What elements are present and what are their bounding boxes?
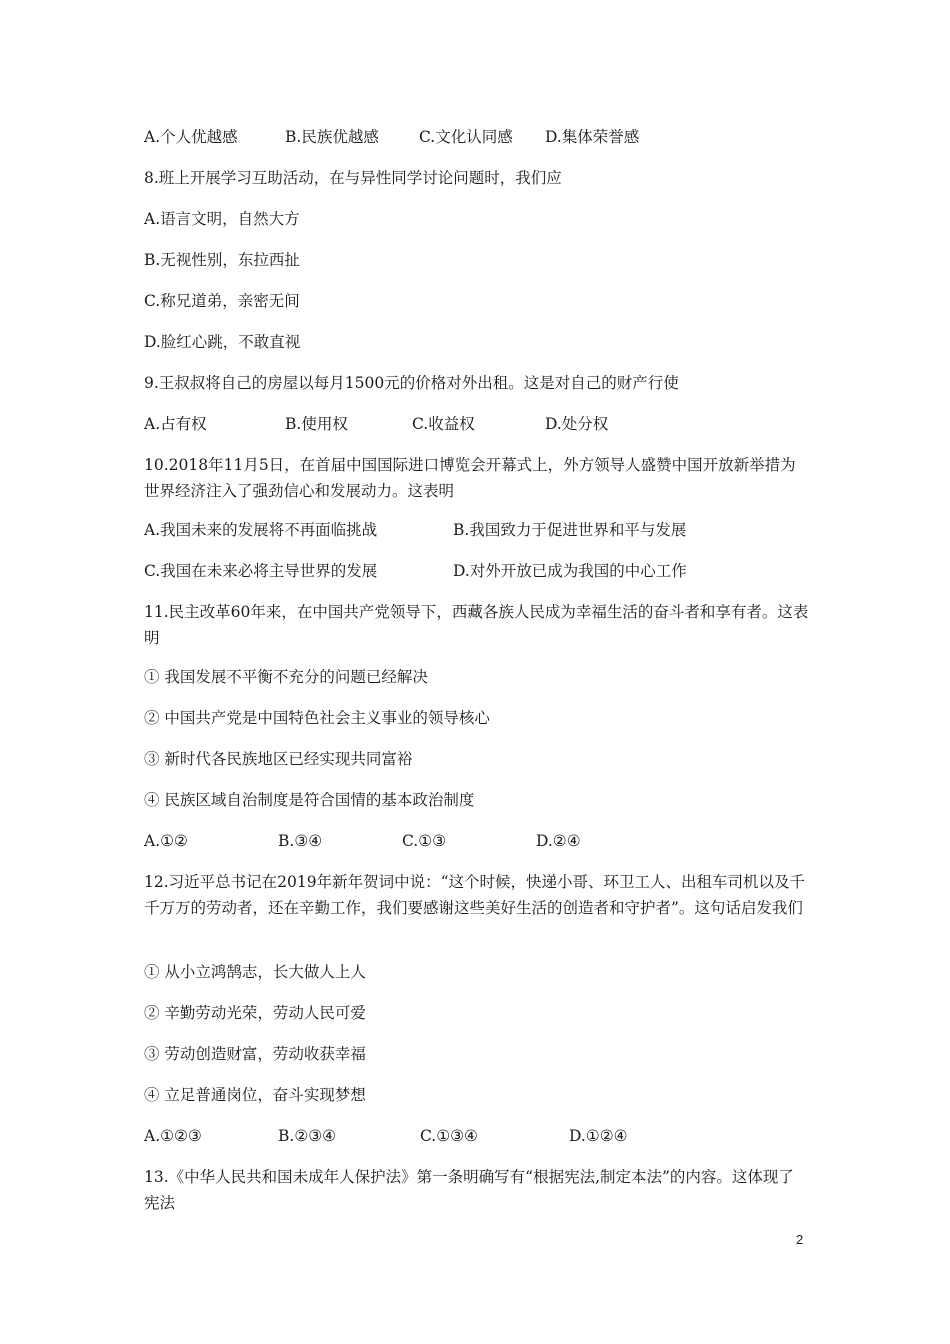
q9-option-c: C.收益权 — [412, 415, 475, 433]
q12-option-c: C.①③④ — [420, 1127, 478, 1145]
q11-item-3: ③ 新时代各民族地区已经实现共同富裕 — [144, 750, 413, 768]
q7-option-d: D.集体荣誉感 — [545, 128, 640, 146]
q11-option-d: D.②④ — [536, 832, 581, 850]
q8-option-a: A.语言文明，自然大方 — [144, 210, 300, 228]
q12-stem: 12.习近平总书记在2019年新年贺词中说：“这个时候，快递小哥、环卫工人、出租车司机以及千千万万的劳动者，还在辛勤工作，我们要感谢这些美好生活的创造者和守护者”。这句话启发我们 — [144, 873, 806, 917]
q11-item-2: ② 中国共产党是中国特色社会主义事业的领导核心 — [144, 709, 490, 727]
q9-option-d: D.处分权 — [545, 415, 609, 433]
q9-option-a: A.占有权 — [144, 415, 207, 433]
q11-option-a: A.①② — [144, 832, 188, 850]
q12-option-b: B.②③④ — [278, 1127, 337, 1145]
q11-option-b: B.③④ — [278, 832, 323, 850]
q13-stem: 13.《中华人民共和国未成年人保护法》第一条明确写有“根据宪法,制定本法”的内容。这体现了宪法 — [144, 1168, 794, 1212]
q10-option-b: B.我国致力于促进世界和平与发展 — [453, 521, 687, 539]
q7-option-c: C.文化认同感 — [419, 128, 513, 146]
q12-item-2: ② 辛勤劳动光荣，劳动人民可爱 — [144, 1004, 366, 1022]
q11-stem: 11.民主改革60年来，在中国共产党领导下，西藏各族人民成为幸福生活的奋斗者和享有者。这表明 — [144, 603, 809, 647]
q12-item-3: ③ 劳动创造财富，劳动收获幸福 — [144, 1045, 366, 1063]
q12-item-4: ④ 立足普通岗位，奋斗实现梦想 — [144, 1086, 366, 1104]
q9-option-b: B.使用权 — [285, 415, 348, 433]
q12-option-d: D.①②④ — [569, 1127, 628, 1145]
q9-stem: 9.王叔叔将自己的房屋以每月1500元的价格对外出租。这是对自己的财产行使 — [144, 374, 679, 392]
q8-option-b: B.无视性别，东拉西扯 — [144, 251, 300, 269]
q8-option-c: C.称兄道弟，亲密无间 — [144, 292, 300, 310]
q11-item-4: ④ 民族区域自治制度是符合国情的基本政治制度 — [144, 791, 475, 809]
q10-stem: 10.2018年11月5日，在首届中国国际进口博览会开幕式上，外方领导人盛赞中国开放新举措为世界经济注入了强劲信心和发展动力。这表明 — [144, 456, 796, 500]
q10-option-c: C.我国在未来必将主导世界的发展 — [144, 562, 378, 580]
page-number: 2 — [796, 1232, 804, 1247]
q10-option-a: A.我国未来的发展将不再面临挑战 — [144, 521, 378, 539]
q11-item-1: ① 我国发展不平衡不充分的问题已经解决 — [144, 668, 428, 686]
q8-stem: 8.班上开展学习互助活动，在与异性同学讨论问题时，我们应 — [144, 169, 562, 187]
q10-option-d: D.对外开放已成为我国的中心工作 — [453, 562, 687, 580]
q7-option-a: A.个人优越感 — [144, 128, 238, 146]
q11-option-c: C.①③ — [402, 832, 447, 850]
q8-option-d: D.脸红心跳，不敢直视 — [144, 333, 301, 351]
q12-item-1: ① 从小立鸿鹄志，长大做人上人 — [144, 963, 366, 981]
q7-option-b: B.民族优越感 — [285, 128, 379, 146]
q12-option-a: A.①②③ — [144, 1127, 202, 1145]
